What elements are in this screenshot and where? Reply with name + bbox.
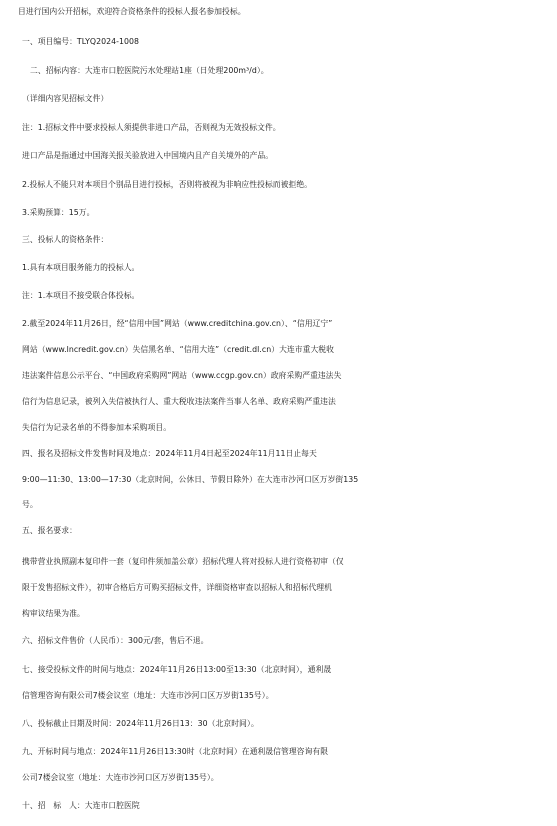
credit-check-line-2: 网站（www.lncredit.gov.cn）失信黑名单、“信用大连”（credit.dl.cn）大连市重大税收 — [22, 345, 334, 354]
qualification-1: 1.具有本项目服务能力的投标人。 — [22, 263, 140, 272]
tender-content: 二、招标内容：大连市口腔医院污水处理站1座（日处理200m³/d）。 — [30, 66, 269, 75]
registration-time-line-3: 号。 — [22, 500, 38, 509]
credit-check-line-1: 2.截至2024年11月26日，经“信用中国”网站（www.creditchina.gov.cn）、“信用辽宁” — [22, 319, 333, 328]
document-price: 六、招标文件售价（人民币）：300元/套，售后不退。 — [22, 636, 209, 645]
imported-product-definition: 进口产品是指通过中国海关报关验放进入中国境内且产自关境外的产品。 — [22, 151, 274, 160]
details-note: （详细内容见招标文件） — [22, 94, 109, 103]
registration-time-line-1: 四、报名及招标文件发售时间及地点：2024年11月4日起至2024年11月11日止每天 — [22, 449, 317, 458]
bid-opening-line-2: 公司7楼会议室（地址：大连市沙河口区万岁街135号）。 — [22, 773, 219, 782]
registration-req-line-3: 构审议结果为准。 — [22, 609, 85, 618]
bid-submission-line-2: 信管理咨询有限公司7楼会议室（地址：大连市沙河口区万岁街135号）。 — [22, 691, 274, 700]
intro-line: 目进行国内公开招标，欢迎符合资格条件的投标人报名参加投标。 — [18, 7, 246, 16]
section-5-heading: 五、报名要求： — [22, 526, 77, 535]
note-2-full-bid: 2.投标人不能只对本项目个别品目进行投标，否则将被视为非响应性投标而被拒绝。 — [22, 180, 313, 189]
project-number: 一、项目编号：TLYQ2024-1008 — [22, 37, 140, 46]
registration-req-line-2: 限于发售招标文件），初审合格后方可购买招标文件，详细资格审查以招标人和招标代理机 — [22, 583, 332, 592]
registration-time-line-2: 9:00—11:30、13:00—17:30（北京时间，公休日、节假日除外）在大连市沙河口区万岁街135 — [22, 475, 359, 484]
bid-deadline: 八、投标截止日期及时间：2024年11月26日13：30（北京时间）。 — [22, 719, 259, 728]
registration-req-line-1: 携带营业执照副本复印件一套（复印件须加盖公章）招标代理人将对投标人进行资格初审（仅 — [22, 557, 344, 566]
section-3-heading: 三、投标人的资格条件： — [22, 235, 109, 244]
budget: 3.采购预算：15万。 — [22, 208, 95, 217]
credit-check-line-4: 信行为信息记录，被列入失信被执行人、重大税收违法案件当事人名单、政府采购严重违法 — [22, 397, 336, 406]
bid-opening-line-1: 九、开标时间与地点：2024年11月26日13:30时（北京时间）在通利晟信管理咨询有限 — [22, 747, 329, 756]
credit-check-line-3: 违法案件信息公示平台、“中国政府采购网”网站（www.ccgp.gov.cn）政府采购严重违法失 — [22, 371, 342, 380]
note-1-non-imported: 注：1.招标文件中要求投标人须提供非进口产品，否则视为无效投标文件。 — [22, 123, 281, 132]
credit-check-line-5: 失信行为记录名单的不得参加本采购项目。 — [22, 423, 172, 432]
tenderer: 十、招 标 人：大连市口腔医院 — [22, 801, 140, 810]
bid-submission-line-1: 七、接受投标文件的时间与地点：2024年11月26日13:00至13:30（北京时间），通利晟 — [22, 665, 332, 674]
no-consortium-note: 注：1.本项目不接受联合体投标。 — [22, 291, 140, 300]
